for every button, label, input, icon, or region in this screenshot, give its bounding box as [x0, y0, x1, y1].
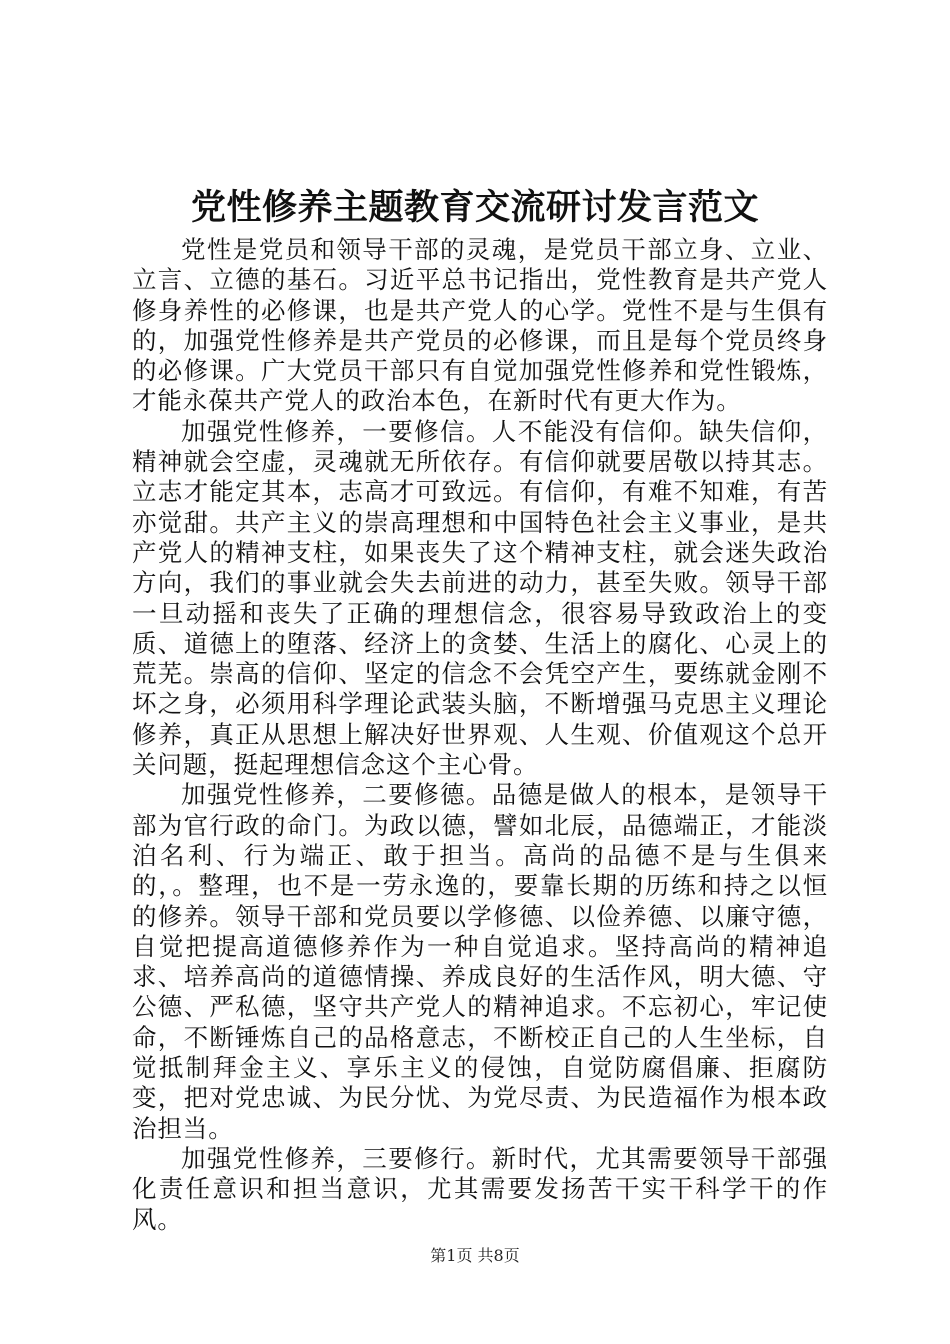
paragraph-conduct: 加强党性修养，三要修行。新时代，尤其需要领导干部强化责任意识和担当意识，尤其需要发扬苦干实干科学干的作风。 [132, 1143, 828, 1234]
page-number-footer: 第1页 共8页 [430, 1246, 520, 1265]
paragraph-faith: 加强党性修养，一要修信。人不能没有信仰。缺失信仰，精神就会空虚，灵魂就无所依存。有信仰就要居敬以持其志。立志才能定其本，志高才可致远。有信仰，有难不知难，有苦亦觉甜。共产主义的崇高理想和中国特色社会主义事业，是共产党人的精神支柱，如果丧失了这个精神支柱，就会迷失政治方向，我们的事业就会失去前进的动力，甚至失败。领导干部一旦动摇和丧失了正确的理想信念，很容易导致政治上的变质、道德上的堕落、经济上的贪婪、生活上的腐化、心灵上的荒芜。崇高的信仰、坚定的信念不会凭空产生，要练就金刚不坏之身，必须用科学理论武装头脑，不断增强马克思主义理论修养，真正从思想上解决好世界观、人生观、价值观这个总开关问题，挺起理想信念这个主心骨。 [132, 416, 828, 780]
document-title: 党性修养主题教育交流研讨发言范文 [190, 187, 759, 228]
document-body [132, 235, 828, 1235]
paragraph-virtue: 加强党性修养，二要修德。品德是做人的根本，是领导干部为官行政的命门。为政以德，譬如北辰，品德端正，才能淡泊名利、行为端正、敢于担当。高尚的品德不是与生俱来的，。整理，也不是一劳永逸的，要靠长期的历练和持之以恒的修养。领导干部和党员要以学修德、以俭养德、以廉守德，自觉把提高道德修养作为一种自觉追求。坚持高尚的精神追求、培养高尚的道德情操、养成良好的生活作风，明大德、守公德、严私德，坚守共产党人的精神追求。不忘初心，牢记使命，不断锤炼自己的品格意志，不断校正自己的人生坐标，自觉抵制拜金主义、享乐主义的侵蚀，自觉防腐倡廉、拒腐防变，把对党忠诚、为民分忧、为党尽责、为民造福作为根本政治担当。 [132, 780, 828, 1143]
paragraph-intro: 党性是党员和领导干部的灵魂，是党员干部立身、立业、立言、立德的基石。习近平总书记指出，党性教育是共产党人修身养性的必修课，也是共产党人的心学。党性不是与生俱有的，加强党性修养是共产党员的必修课，而且是每个党员终身的必修课。广大党员干部只有自觉加强党性修养和党性锻炼，才能永葆共产党人的政治本色，在新时代有更大作为。 [132, 235, 828, 416]
